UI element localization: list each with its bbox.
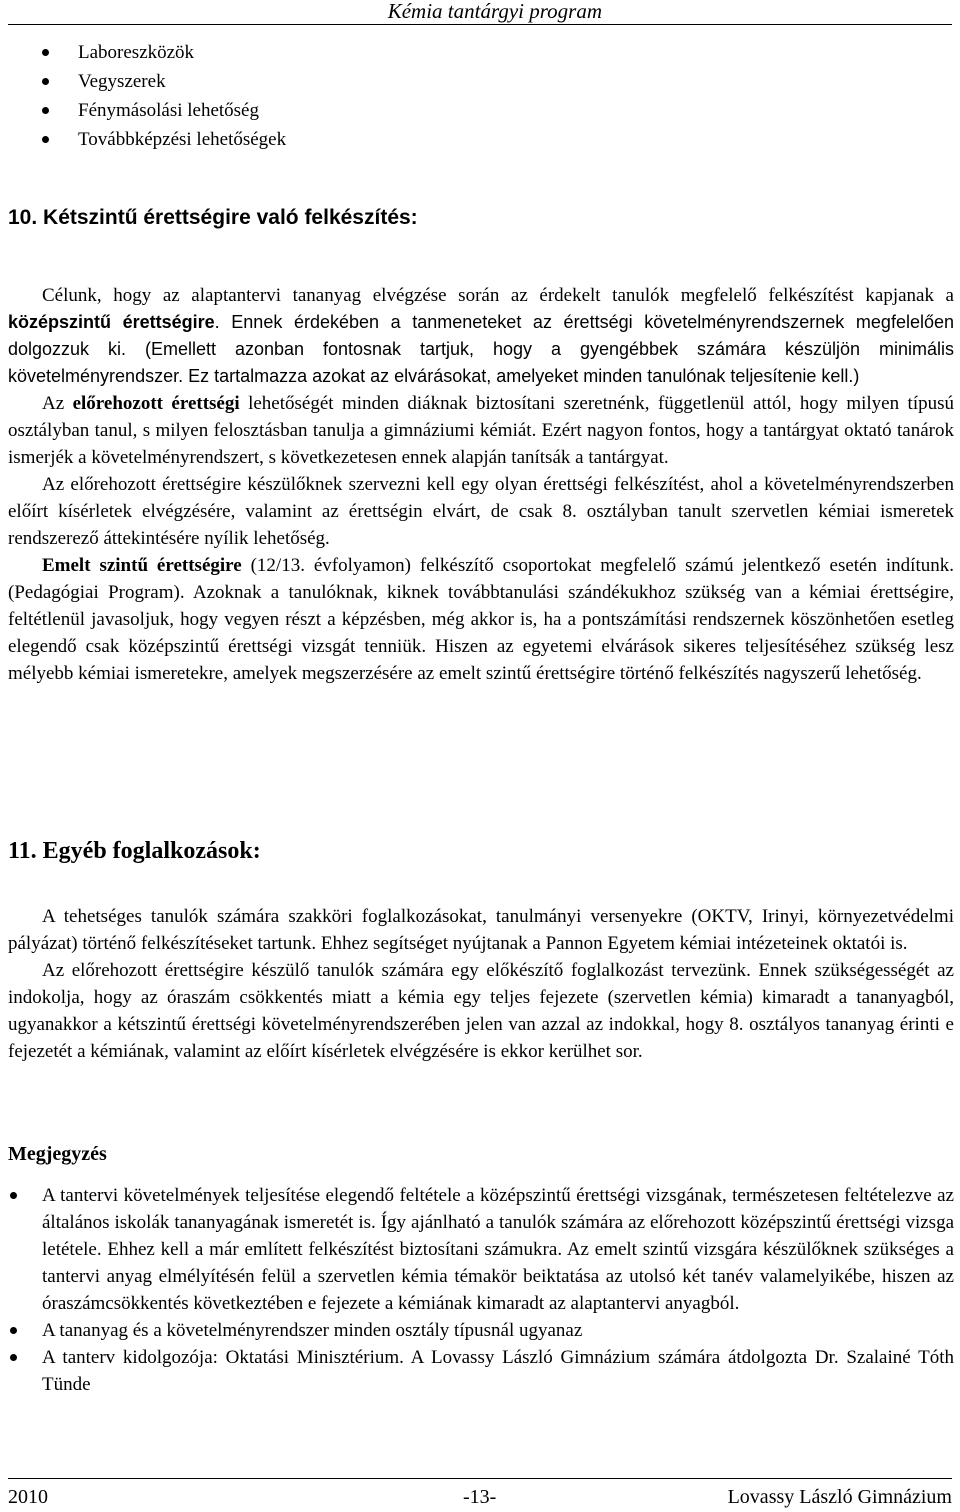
section-11-paragraph-1: A tehetséges tanulók számára szakköri foglalkozásokat, tanulmányi versenyekre (OKTV, Irinyi, környezetvédelmi pályázat) történő felkészítéseket tartunk. Ehhez segítséget nyújtanak a Pannon Egyetem kémiai intézeteinek oktatói is. [8, 906, 954, 954]
notes-list [8, 1182, 954, 1398]
note-item: A tananyag és a követelményrendszer minden osztály típusnál ugyanaz [8, 1317, 954, 1344]
page-header [0, 0, 960, 24]
header-divider [8, 24, 952, 25]
header-title: Kémia tantárgyi program [387, 0, 602, 23]
section-10-paragraph-4: Emelt szintű érettségire (12/13. évfolyamon) felkészítő csoportokat megfelelő számú jelentkező esetén indítunk. (Pedagógiai Program). Azoknak a tanulóknak, kiknek továbbtanulási szándékukhoz szükség van a kémiai érettségire, feltétlenül javasoljuk, hogy vegyen részt a képzésben, még akkor is, ha a pontszámítási rendszernek köszönhetően esetleg elegendő csak középszintű érettségi vizsgát tenniük. Hiszen az egyetemi elvárások sikeres teljesítéséhez szükség lesz mélyebb kémiai ismeretekre, amelyek megszerzésére az emelt szintű érettségire történő felkészítés nagyszerű lehetőség. [8, 555, 954, 684]
section-11-paragraph-2: Az előrehozott érettségire készülő tanulók számára egy előkészítő foglalkozást tervezünk. Ennek szükségességét az indokolja, hogy az óraszám csökkentés miatt a kémia egy teljes fejezete (szervetlen kémia) kimaradt a tananyagból, ugyanakkor a kétszintű érettségi követelményrendszerében jelen van azzal az indokkal, hogy 8. osztályos tananyag érinti e fejezetét a kémiának, valamint az előírt kísérletek elvégzésére is ekkor kerülhet sor. [8, 960, 954, 1062]
resource-list [42, 38, 286, 154]
footer-divider [8, 1478, 952, 1479]
notes-title: Megjegyzés [8, 1143, 107, 1165]
list-item: Fénymásolási lehetőség [42, 96, 286, 125]
footer-year: 2010 [8, 1486, 48, 1508]
section-11-body [8, 903, 954, 1065]
note-item: A tantervi követelmények teljesítése elegendő feltétele a középszintű érettségi vizsgának, természetesen feltételezve az általános iskolák tananyagának ismeretét is. Így ajánlható a tanulók számára az előrehozott középszintű érettségi vizsga letétele. Ehhez kell a már említett felkészítést biztosítani számukra. Az emelt szintű vizsgára készülőknek szükséges a tantervi anyag elmélyítésén felül a szervetlen kémia témakör beiktatása az utolsó két tanév valamelyikébe, hiszen az óraszámcsökkentés következtében e fejezete a kémiának kimaradt az alaptantervi anyagból. [8, 1182, 954, 1317]
section-10-paragraph-1: Célunk, hogy az alaptantervi tananyag elvégzése során az érdekelt tanulók megfelelő felkészítést kapjanak a középszintű érettségire. Ennek érdekében a tanmeneteket az érettségi követelményrendszernek megfelelően dolgozzuk ki. (Emellett azonban fontosnak tartjuk, hogy a gyengébbek számára készüljön minimális követelményrendszer. Ez tartalmazza azokat az elvárásokat, amelyeket minden tanulónak teljesítenie kell.) [8, 285, 954, 386]
section-10-body [8, 282, 954, 687]
list-item: Laboreszközök [42, 38, 286, 67]
note-item: A tanterv kidolgozója: Oktatási Minisztérium. A Lovassy László Gimnázium számára átdolgozta Dr. Szalainé Tóth Tünde [8, 1344, 954, 1398]
page-number: -13- [463, 1486, 497, 1508]
list-item: Továbbképzési lehetőségek [42, 125, 286, 154]
list-item: Vegyszerek [42, 67, 286, 96]
page-footer [8, 1486, 952, 1512]
section-10-paragraph-3: Az előrehozott érettségire készülőknek szervezni kell egy olyan érettségi felkészítést, ahol a követelményrendszerben előírt kísérletek elvégzésére, valamint az érettségin elvárt, de csak 8. osztályban tanult szervetlen kémiai ismeretek rendszerező áttekintésére nyílik lehetőség. [8, 474, 954, 549]
section-11-heading: 11. Egyéb foglalkozások: [8, 838, 261, 864]
section-10-paragraph-2: Az előrehozott érettségi lehetőségét minden diáknak biztosítani szeretnénk, függetlenül attól, hogy milyen típusú osztályban tanul, s milyen felosztásban tanulja a gimnáziumi kémiát. Ezért nagyon fontos, hogy a tantárgyat oktató tanárok ismerjék a követelményrendszert, s következetesen ennek alapján tanítsák a tantárgyat. [8, 393, 954, 468]
section-10-heading: 10. Kétszintű érettségire való felkészítés: [8, 206, 418, 229]
footer-school: Lovassy László Gimnázium [727, 1486, 952, 1508]
